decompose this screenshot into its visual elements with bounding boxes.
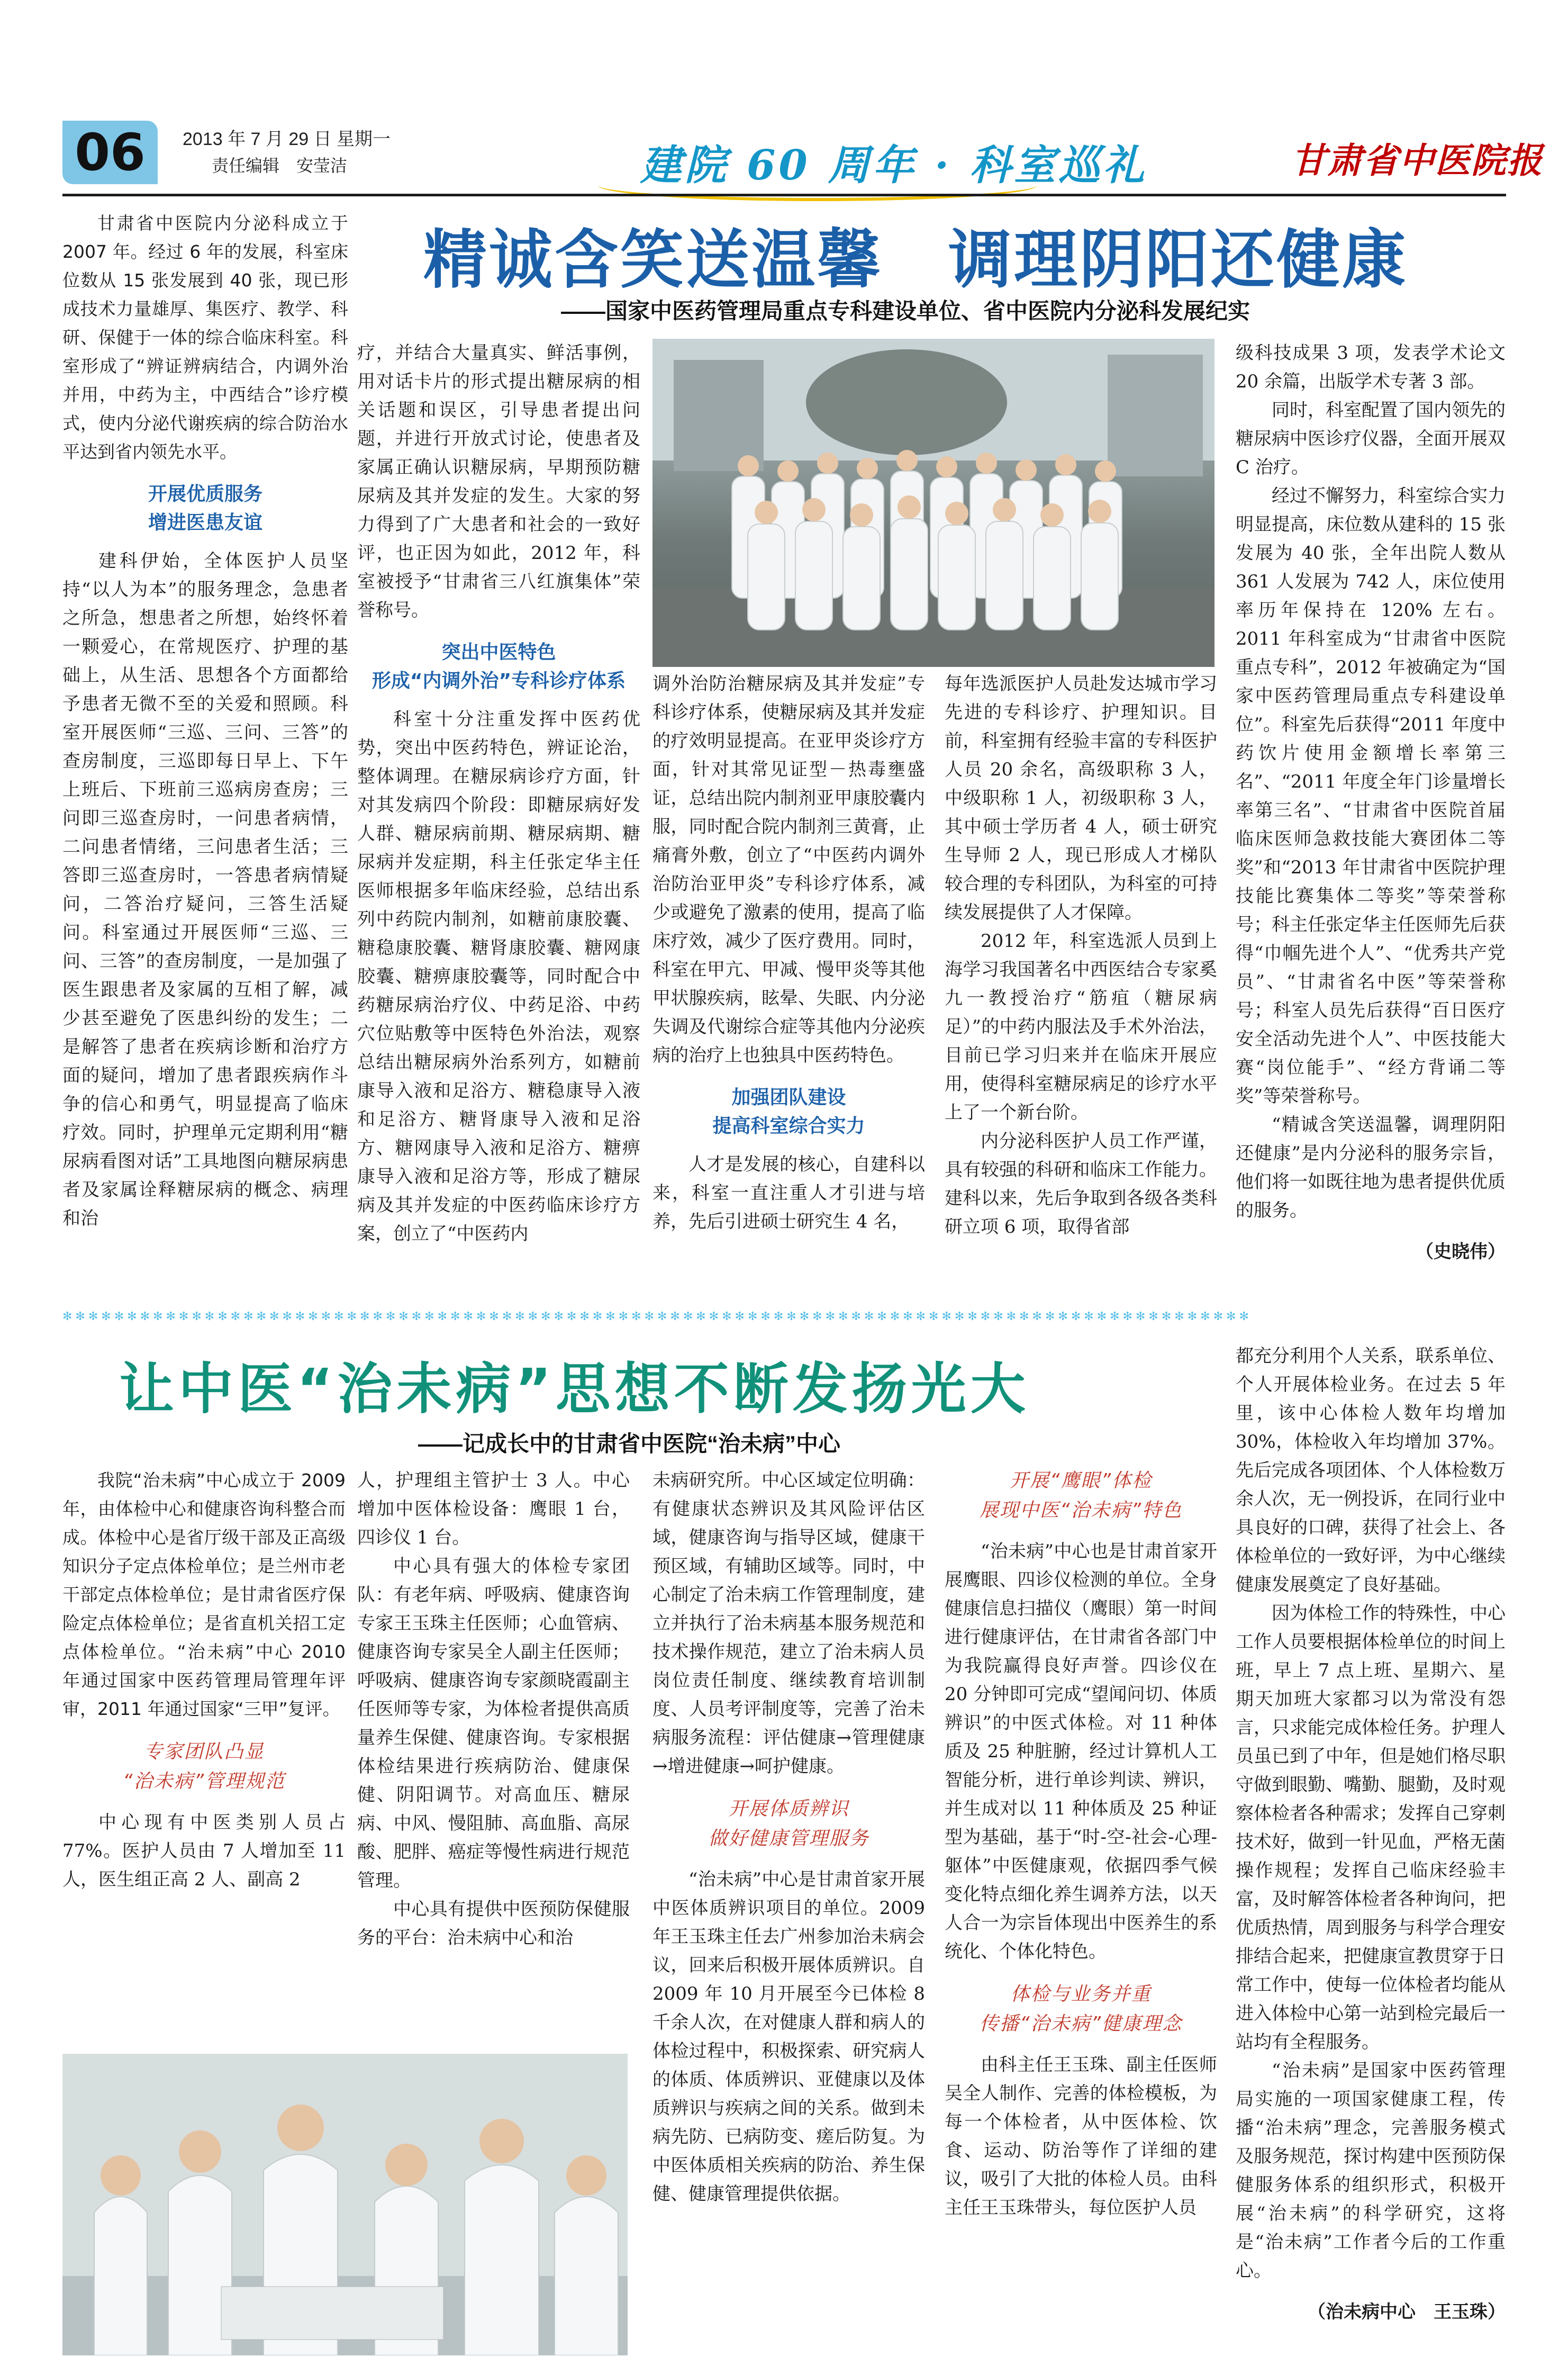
article1-col2-paragraph-2: 科室十分注重发挥中医药优势，突出中医药特色，辨证论治，整体调理。在糖尿病诊疗方面，针对其发病四个阶段：即糖尿病好发人群、糖尿病前期、糖尿病期、糖尿病并发症期，科主任张定华主任医师根据多年临床经验，总结出系列中药院内制剂，如糖前康胶囊、糖稳康胶囊、糖肾康胶囊、糖网康胶囊、糖痹康胶囊等，同时配合中药糖尿病治疗仪、中药足浴、中药穴位贴敷等中医特色外治法，观察总结出糖尿病外治系列方，如糖前康导入液和足浴方、糖稳康导入液和足浴方、糖肾康导入液和足浴方、糖网康导入液和足浴方、糖痹康导入液和足浴方等，形成了糖尿病及其并发症的中医药临床诊疗方案，创立了“中医药内: [357, 709, 640, 1244]
article1-column-4: [945, 670, 1217, 1299]
article2-col5-paragraph-3: “治未病”是国家中医药管理局实施的一项国家健康工程，传播“治未病”理念，完善服务模式及服务规范，探讨构建中医预防保健服务体系的组织形式，积极开展“治未病”的科学研究，这将是“治未病”工作者今后的工作重心。: [1236, 2060, 1506, 2281]
article1-col5-paragraph: 级科技成果 3 项，发表学术论文 20 余篇，出版学术专著 3 部。: [1236, 342, 1506, 392]
section-title-line: 开展“鹰眼”体检: [1009, 1470, 1153, 1492]
section-title-line: 传播“治未病”健康理念: [979, 2013, 1183, 2035]
section-title-line: 体检与业务并重: [1010, 1983, 1152, 2005]
article2-headline: 让中医“治未病”思想不断发扬光大: [119, 1357, 1030, 1421]
article2-column-2: [357, 1466, 630, 2046]
article1-col5-paragraph-3: 经过不懈努力，科室综合实力明显提高，床位数从建科的 15 张发展为 40 张，全年出院人数从 361 人发展为 742 人，床位使用率历年保持在 120% 左右。2011 年科室成为“甘肃省中医院重点专科”，2012 年被确定为“国家中医药管理局重点专科建设单位”。科室先后获得“2011 年度中药饮片使用金额增长率第三名”、“2011 年度全年门诊量增长率第三名”、“甘肃省中医院首届临床医师急救技能大赛团体二等奖”和“2013 年甘肃省中医院护理技能比赛集体二等奖”等荣誉称号；科主任张定华主任医师先后获得“巾帼先进个人”、“优秀共产党员”、“甘肃省名中医”等荣誉称号；科室人员先后获得“百日医疗安全活动先进个人”、中医技能大赛“岗位能手”、“经方背诵二等奖”等荣誉称号。: [1236, 485, 1506, 1107]
article2-author: （治未病中心 王玉珠）: [1308, 2301, 1506, 2323]
consultation-photo: [62, 2054, 628, 2355]
article2-col2-paragraph-3: 中心具有提供中医预防保健服务的平台：治未病中心和治: [357, 1899, 630, 1948]
responsible-editor: 责任编辑 安莹洁: [212, 156, 348, 175]
article2-col1-paragraph: 中心现有中医类别人员占 77%。医护人员由 7 人增加至 11 人，医生组正高 2 人、副高 2: [62, 1812, 346, 1890]
article2-section3-title: [945, 1466, 1217, 1525]
article1-column-2: [357, 339, 640, 1299]
section-title-line: 做好健康管理服务: [708, 1828, 869, 1849]
article1-section1-title: [62, 480, 348, 537]
article2-column-1: [62, 1466, 346, 2046]
article1-column-3: [652, 670, 925, 1299]
article2-section4-title: [945, 1980, 1217, 2039]
newspaper-masthead: 甘肃省中医院报: [1291, 140, 1543, 181]
article1-col1-paragraph: 建科伊始，全体医护人员坚持“以人为本”的服务理念，急患者之所急，想患者之所想，始终怀着一颗爱心，在常规医疗、护理的基础上，从生活、思想各个方面都给予患者无微不至的关爱和照顾。科室开展医师“三巡、三问、三答”的查房制度，三巡即每日早上、下午上班后、下班前三巡病房查房；三问即三巡查房时，一问患者病情，二问患者情绪，三问患者生活；三答即三巡查房时，一答患者病情疑问，二答治疗疑问，三答生活疑问。科室通过开展医师“三巡、三问、三答”的查房制度，一是加强了医生跟患者及家属的互相了解，减少甚至避免了医患纠纷的发生；二是解答了患者在疾病诊断和治疗方面的疑问，增加了患者跟疾病作斗争的信心和勇气，明显提高了临床疗效。同时，护理单元定期利用“糖尿病看图对话”工具地图向糖尿病患者及家属诠释糖尿病的概念、病理和治: [62, 550, 348, 1229]
article2-section2-title: [652, 1794, 925, 1854]
section-title-line: 加强团队建设: [731, 1087, 846, 1108]
banner-decoration-arc: [598, 169, 1037, 201]
article2-col4-paragraph-2: 由科主任王玉珠、副主任医师吴全人制作、完善的体检模板，为每一个体检者，从中医体检、饮食、运动、防治等作了详细的建议，吸引了大批的体检人员。由科主任王玉珠带头，每位医护人员: [945, 2054, 1217, 2218]
section-title-line: 开展优质服务: [148, 483, 262, 505]
article1-col4-paragraph-3: 内分泌科医护人员工作严谨，具有较强的科研和临床工作能力。建科以来，先后争取到各级各类科研立项 6 项，取得省部: [945, 1131, 1217, 1238]
group-photo-illustration: [652, 339, 1214, 667]
article2-col3-paragraph: 未病研究所。中心区域定位明确：有健康状态辨识及其风险评估区域，健康咨询与指导区域，健康干预区域，有辅助区域等。同时，中心制定了治未病工作管理制度，建立并执行了治未病基本服务规范和技术操作规范，建立了治未病人员岗位责任制度、继续教育培训制度、人员考评制度等，完善了治未病服务流程：评估健康→管理健康→增进健康→呵护健康。: [652, 1470, 925, 1777]
article2-col2-paragraph-2: 中心具有强大的体检专家团队：有老年病、呼吸病、健康咨询专家王玉珠主任医师；心血管病、健康咨询专家吴全人副主任医师；呼吸病、健康咨询专家颜晓霞副主任医师等专家，为体检者提供高质量养生保健、健康咨询。专家根据体检结果进行疾病防治、健康保健、阴阳调节。对高血压、糖尿病、中风、慢阻肺、高血脂、高尿酸、肥胖、癌症等慢性病进行规范管理。: [357, 1556, 630, 1891]
article2-column-3: [652, 1466, 925, 2361]
article1-section3-title: [652, 1083, 925, 1141]
article2-section1-title: [62, 1737, 346, 1796]
section-title-line: 增进医患友谊: [148, 512, 262, 534]
section-title-line: 开展体质辨识: [728, 1798, 849, 1820]
article1-section2-title: [357, 638, 640, 696]
section-banner: 建院 60 周年 · 科室巡礼: [640, 141, 1148, 189]
article1-subheadline: ——国家中医药管理局重点专科建设单位、省中医院内分泌科发展纪实: [561, 299, 1250, 323]
article1-col4-paragraph-2: 2012 年，科室选派人员到上海学习我国著名中西医结合专家奚九一教授治疗“筋疽（糖尿病足）”的中药内服法及手术外治法，目前已学习归来并在临床开展应用，使得科室糖尿病足的诊疗水平上了一个新台阶。: [945, 931, 1217, 1123]
section-title-line: 突出中医特色: [441, 642, 556, 663]
article1-headline: 精诚含笑送温馨 调理阴阳还健康: [423, 223, 1408, 297]
article1-col4-paragraph: 每年选派医护人员赴发达城市学习先进的专科诊疗、护理知识。目前，科室拥有经验丰富的专科医护人员 20 余名，高级职称 3 人，中级职称 1 人，初级职称 3 人，其中硕士学历者 4 人，硕士研究生导师 2 人，现已形成人才梯队较合理的专科团队，为科室的可持续发展提供了人才保障。: [945, 673, 1217, 923]
section-divider: ✻✻✻✻✻✻✻✻✻✻✻✻✻✻✻✻✻✻✻✻✻✻✻✻✻✻✻✻✻✻✻✻✻✻✻✻✻✻✻✻✻✻✻✻✻✻✻✻✻✻✻✻✻✻✻✻✻✻✻✻✻✻✻✻✻✻✻✻✻✻✻✻✻✻✻✻✻✻✻✻✻✻✻✻✻✻✻✻✻✻✻✻: [62, 1312, 1252, 1322]
article1-col5-paragraph-4: “精诚含笑送温馨，调理阴阳还健康”是内分泌科的服务宗旨，他们将一如既往地为患者提供优质的服务。: [1236, 1114, 1506, 1221]
article2-column-5: [1236, 1342, 1506, 2361]
group-photo: [652, 339, 1214, 667]
article2-col5-paragraph: 都充分利用个人关系，联系单位、个人开展体检业务。在过去 5 年里，该中心体检人数年均增加 30%，体检收入年均增加 37%。先后完成各项团体、个人体检数万余人次，无一例投诉，在同行业中具良好的口碑，获得了社会上、各体检单位的一致好评，为中心继续健康发展奠定了良好基础。: [1236, 1345, 1506, 1595]
section-title-line: 展现中医“治未病”特色: [979, 1500, 1183, 1521]
article2-column-4: [945, 1466, 1217, 2361]
article2-subheadline: ——记成长中的甘肃省中医院“治未病”中心: [418, 1431, 841, 1456]
article1-lead: 甘肃省中医院内分泌科成立于 2007 年。经过 6 年的发展，科室床位数从 15 张发展到 40 张，现已形成技术力量雄厚、集医疗、教学、科研、保健于一体的综合临床科室。科室形成了“辨证辨病结合，内调外治并用，中药为主，中西结合”诊疗模式，使内分泌代谢疾病的综合防治水平达到省内领先水平。: [62, 213, 348, 462]
article1-column-5: [1236, 339, 1506, 1299]
article1-column-1: [62, 209, 348, 1299]
article2-col4-paragraph: “治未病”中心也是甘肃首家开展鹰眼、四诊仪检测的单位。全身健康信息扫描仪（鹰眼）第一时间进行健康评估，在甘肃省各部门中为我院赢得良好声誉。四诊仪在 20 分钟即可完成“望闻问切、体质辨识”的中医式体检。对 11 种体质及 25 种脏腑，经过计算机人工智能分析，进行单诊判读、辨识，并生成对以 11 种体质及 25 种证型为基础，基于“时-空-社会-心理-躯体”中医健康观，依据四季气候变化特点细化养生调养方法，以天人合一为宗旨体现出中医养生的系统化、个体化特色。: [945, 1541, 1217, 1962]
article2-lead: 我院“治未病”中心成立于 2009 年，由体检中心和健康咨询科整合而成。体检中心是省厅级干部及正高级知识分子定点体检单位；是兰州市老干部定点体检单位；是甘肃省医疗保险定点体检单位；是省直机关招工定点体检单位。“治未病”中心 2010 年通过国家中医药管理局管理年评审，2011 年通过国家“三甲”复评。: [62, 1470, 346, 1719]
section-title-line: 专家团队凸显: [143, 1741, 265, 1763]
article2-col3-paragraph-2: “治未病”中心是甘肃首家开展中医体质辨识项目的单位。2009 年王玉珠主任去广州参加治未病会议，回来后积极开展体质辨识。自 2009 年 10 月开展至今已体检 8 千余人次，在对健康人群和病人的体检过程中，积极探索、研究病人的体质、体质辨识、亚健康以及体质辨识与疾病之间的关系。做到未病先防、已病防变、瘥后防复。为中医体质相关疾病的防治、养生保健、健康管理提供依据。: [652, 1869, 925, 2205]
article2-col5-paragraph-2: 因为体检工作的特殊性，中心工作人员要根据体检单位的时间上班，早上 7 点上班、星期六、星期天加班大家都习以为常没有怨言，只求能完成体检任务。护理人员虽已到了中年，但是她们格尽职守做到眼勤、嘴勤、腿勤，及时观察体检者各种需求；发挥自己穿刺技术好，做到一针见血，严格无菌操作规程；发挥自己临床经验丰富，及时解答体检者各种询问，把优质热情，周到服务与科学合理安排结合起来，把健康宣教贯穿于日常工作中，使每一位体检者均能从进入体检中心第一站到检完最后一站均有全程服务。: [1236, 1603, 1506, 2053]
section-title-line: 提高科室综合实力: [712, 1115, 865, 1137]
article1-col5-paragraph-2: 同时，科室配置了国内领先的糖尿病中医诊疗仪器，全面开展双 C 治疗。: [1236, 400, 1506, 478]
issue-date: 2013 年 7 月 29 日 星期一: [183, 129, 391, 149]
section-title-line: 形成“内调外治”专科诊疗体系: [371, 670, 626, 692]
article1-col3-paragraph: 调外治防治糖尿病及其并发症”专科诊疗体系，使糖尿病及其并发症的疗效明显提高。在亚甲炎诊疗方面，针对其常见证型－热毒壅盛证，总结出院内制剂亚甲康胶囊内服，同时配合院内制剂三黄膏，止痛膏外敷，创立了“中医药内调外治防治亚甲炎”专科诊疗体系，减少或避免了激素的使用，提高了临床疗效，减少了医疗费用。同时，科室在甲亢、甲减、慢甲炎等其他甲状腺疾病，眩晕、失眠、内分泌失调及代谢综合症等其他内分泌疾病的治疗上也独具中医药特色。: [652, 673, 925, 1066]
article1-col2-paragraph: 疗，并结合大量真实、鲜活事例，用对话卡片的形式提出糖尿病的相关话题和误区，引导患者提出问题，并进行开放式讨论，使患者及家属正确认识糖尿病，早期预防糖尿病及其并发症的发生。大家的努力得到了广大患者和社会的一致好评，也正因为如此，2012 年，科室被授予“甘肃省三八红旗集体”荣誉称号。: [357, 342, 640, 621]
page-number: 06: [62, 121, 158, 184]
article2-col2-paragraph: 人，护理组主管护士 3 人。中心增加中医体检设备：鹰眼 1 台，四诊仪 1 台。: [357, 1470, 630, 1548]
consultation-photo-illustration: [62, 2054, 628, 2355]
header-rule: [62, 194, 1506, 196]
article1-author: （史晓伟）: [1416, 1241, 1506, 1262]
article1-col3-paragraph-2: 人才是发展的核心，自建科以来，科室一直注重人才引进与培养，先后引进硕士研究生 4 名，: [652, 1154, 925, 1232]
section-title-line: “治未病”管理规范: [122, 1771, 286, 1792]
